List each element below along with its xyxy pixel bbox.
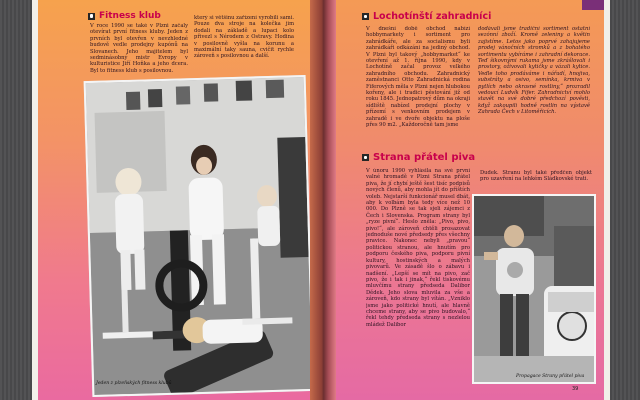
right-column-3: V únoru 1990 vyhlásila na své první valné hromadě v Plzni Strana přátel piva, že jí chybí ještě šest tisíc podpisů nových členů, aby mohla jít do příštích voleb. Nejstarší funkcionář musel dbát, aby k volbám byla tedy více než 10 000. Do Plzně se tak sjeli zájemci z Čech i Slovenska. Program strany byl „ryze pivní“. Heslo zněla: „Pivo, pivo, pivo!“, ale zároveň chtěli prosazovat jednoduše nové předsedy přes všechny pravice. Nakonec nebyli „pravou“ politickou stranou, ale hnutím pro podporu českého piva, podporu pivní kultury, hostinských a malých pivovarů. Ve zásadě šlo o zábavu i nadšení. „Lepší se mít na pivo, zač pivo, že i tak i jinak,“ řekl tiskovému mluvčímu strany předseda Dalibor Dědek. Jeho slova mluvila za vše a zároveň, kdo strany byl vítán. „Vzniklo jsme jako politické hnutí, ale hlavně chceme strany, aby se pivo budovalo,“ řekl tehdy předseda strany s nezlelou mládež Dalibor xyxy=(366,168,470,328)
fitness-photo-caption: Jeden z plzeňských fitness klubů xyxy=(96,381,172,386)
left-column-2: který si většinu zařízení vyrobili sami. Pouze dva stroje na kolečka jim dodali na základě a lupaci kolo přivezl s Nérodem z Ostravy. Hodina v posilovně vyšla na korunu a maximální taky sauna, cvičit rychle zároveň s posilovnou a další. xyxy=(194,15,294,60)
beer-party-photo-caption: Propagace Strany přátel piva xyxy=(516,374,585,379)
right-column-4: Dudek. Stranu byl také předčen objekt pro uzavření na lehkém Sládkovské trati. xyxy=(480,170,592,183)
left-heading xyxy=(88,11,161,21)
fitness-club-heading: Fitness klub xyxy=(99,11,161,21)
fitness-photo xyxy=(84,75,310,397)
beer-party-heading: Strana přátel piva xyxy=(373,152,476,163)
right-column-1: V dnešní době obchod nabízí hobbymarkety i sortiment pro zahrádkáře, ale za socialismu byli zahrádkáři odkázáni na jediný obchod. V Plzni byl takový „hobbymarket“ ke otevření až 1. října 1990, kdy v Lochotíně začal provoz velkého zahradního obchodu. Zahradnický zaměstnanci Otto Zahradnická rodina Fiferových měla v Plzni nejen hlubokou kořeny, ale i tradici pěstování již od roku 1845. Jednopatrový dům na okraji sídliště nabízel prodejní plochy v přízemí s venkovním prodejem v zahradě i ve dvoře objektu na ploše přes 90 m2. „Každoročně tam jsme xyxy=(366,26,470,129)
beer-party-photo-image xyxy=(474,196,594,382)
right-heading-2 xyxy=(362,152,475,163)
gardeners-heading: Lochotínští zahradníci xyxy=(373,11,492,22)
left-page xyxy=(32,0,310,400)
book-spine xyxy=(310,0,336,400)
beer-party-photo xyxy=(472,194,596,384)
right-heading-1 xyxy=(362,11,491,22)
right-column-2: dodávali jsme tradiční sortiment ostatní sezónní zboží. Kromě zeleniny a květin zajistíme. Letos jako poprvé zahajujeme prodej vánočních stromků a z bohatého sortimentu vybíráme i zahradní dekorace. Teď šikovnými rukama jsme zkrášlovali i prostory, oživovali kytičky a vázali kytice. Vedle toho prodáváme i nářadí, hnojiva, substráty a osivo, semínka, krmiva v pytlích nebo okrasné rostliny,“ prozradil vedoucí Ludvík Fifer. Zahradnictví mohlo stavět na své dobré předchozí pověsti, když zakoupili hodně rostlin na výstavě Zahrada Čech v Litoměřicích. xyxy=(478,26,590,116)
heading-square-icon xyxy=(362,154,369,161)
page-number: 39 xyxy=(572,386,579,392)
left-column-1: V roce 1990 se také v Plzni začaly otevírat první fitness kluby. Jeden z prvních byl otevřen v nevzhledné budově vedle prodejny kupónů na Slovanech. Jeho majitelem byl sedminásobný mistr Evropy v kulturistice Jiří Hoňka a jeho dcera. Byl to fitness klub s posilovnou. xyxy=(90,23,188,74)
open-book xyxy=(32,0,610,400)
right-page xyxy=(336,0,610,400)
heading-square-icon xyxy=(88,13,95,20)
corner-tab xyxy=(582,0,604,10)
fitness-photo-image xyxy=(86,77,310,395)
heading-square-icon xyxy=(362,13,369,20)
